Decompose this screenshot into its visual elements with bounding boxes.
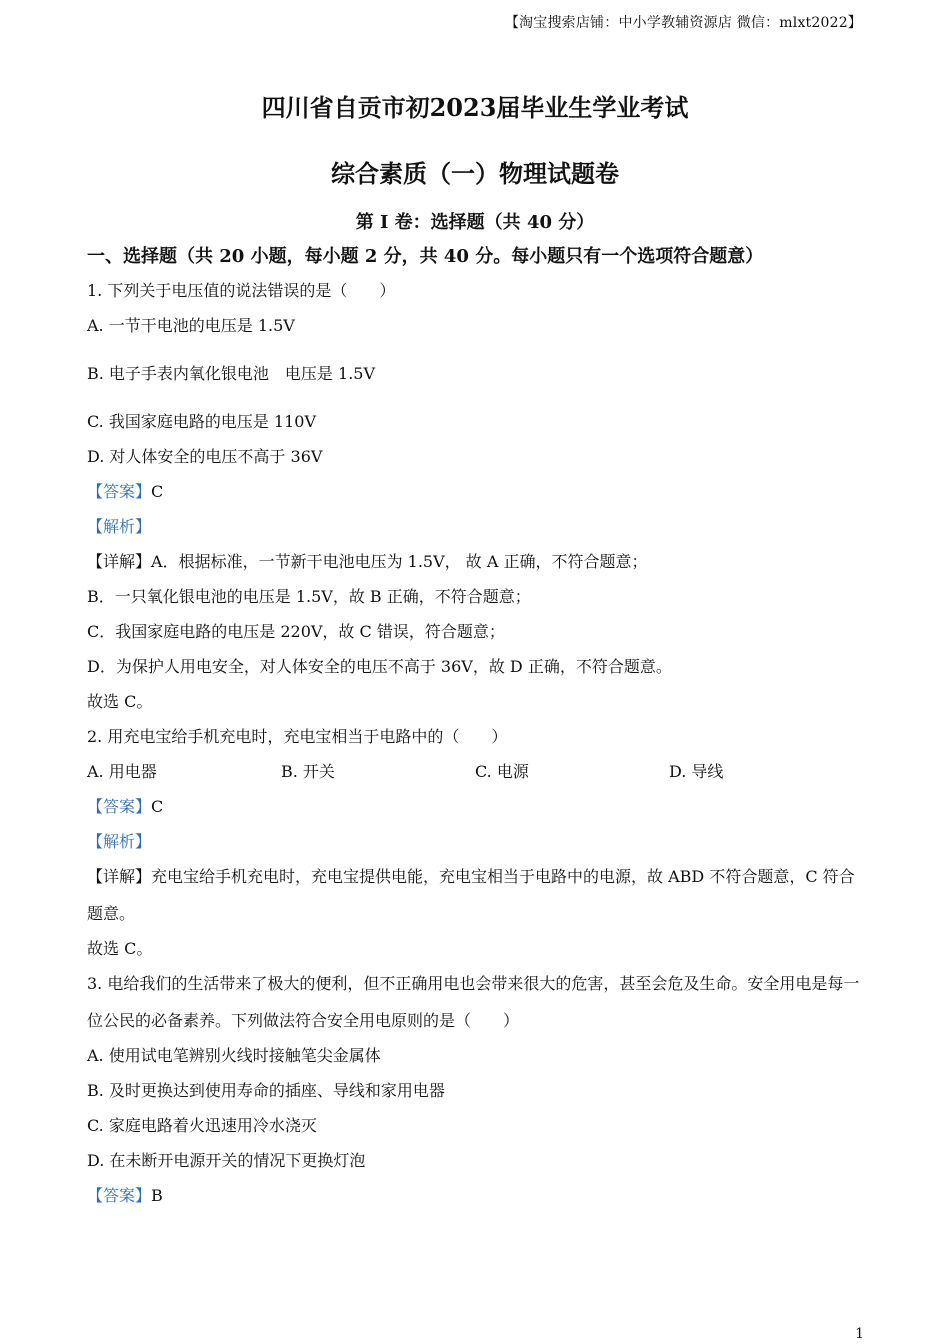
- question-3-option-b: B. 及时更换达到使用寿命的插座、导线和家用电器: [87, 1081, 445, 1100]
- question-1-detail-2: B．一只氧化银电池的电压是 1.5V，故 B 正确，不符合题意；: [87, 587, 531, 606]
- question-2-analysis-tag: 【解析】: [87, 832, 152, 851]
- question-3-answer: [87, 1185, 867, 1220]
- question-1-answer: [87, 481, 867, 516]
- question-2-option-a: A. 用电器: [87, 762, 157, 781]
- answer-value: C: [151, 797, 164, 816]
- question-1-detail-3: C．我国家庭电路的电压是 220V，故 C 错误，符合题意；: [87, 622, 505, 641]
- question-2-option-c: C. 电源: [475, 762, 529, 781]
- header-note: 【淘宝搜索店铺：中小学教辅资源店 微信：mlxt2022】: [504, 15, 862, 31]
- question-2-option-b: B. 开关: [281, 762, 335, 781]
- question-2-detail: [87, 858, 867, 932]
- answer-value: B: [151, 1186, 163, 1205]
- question-1-option-b: B. 电子手表内氧化银电池 电压是 1.5V: [87, 364, 376, 383]
- question-3-option-d: D. 在未断开电源开关的情况下更换灯泡: [87, 1151, 366, 1170]
- question-1-option-a: A. 一节干电池的电压是 1.5V: [87, 316, 295, 335]
- question-2-option-d: D. 导线: [669, 762, 724, 781]
- exam-title: 四川省自贡市初2023届毕业生学业考试: [261, 93, 689, 122]
- question-1-stem: 1. 下列关于电压值的说法错误的是（ ）: [87, 281, 396, 300]
- question-3-stem: 3. 电给我们的生活带来了极大的便利，但不正确用电也会带来很大的危害，甚至会危及生命。安全用电是每一位公民的必备素养。下列做法符合安全用电原则的是（ ）: [87, 974, 860, 1030]
- question-2-options: [87, 761, 867, 796]
- question-2-stem: 2. 用充电宝给手机充电时，充电宝相当于电路中的（ ）: [87, 727, 508, 746]
- page-number: 1: [855, 1326, 864, 1342]
- section-heading: 一、选择题（共 20 小题，每小题 2 分，共 40 分。每小题只有一个选项符合题意）: [87, 246, 764, 267]
- answer-tag: 【答案】: [87, 797, 152, 816]
- question-1-option-c: C. 我国家庭电路的电压是 110V: [87, 412, 317, 431]
- answer-tag: 【答案】: [87, 1186, 152, 1205]
- detail-text: 充电宝给手机充电时，充电宝提供电能，充电宝相当于电路中的电源，故 ABD 不符合题意，C 符合题意。: [87, 867, 855, 923]
- detail-tag: 【详解】: [87, 867, 152, 886]
- answer-value: C: [151, 482, 164, 501]
- question-1-conclusion: 故选 C。: [87, 692, 153, 711]
- exam-content: [87, 246, 867, 1220]
- detail-text: A．根据标准，一节新干电池电压为 1.5V， 故 A 正确，不符合题意；: [151, 552, 648, 571]
- question-1-detail-4: D．为保护人用电安全，对人体安全的电压不高于 36V，故 D 正确，不符合题意。: [87, 657, 672, 676]
- question-1-option-d: D. 对人体安全的电压不高于 36V: [87, 447, 323, 466]
- volume-title: 第 I 卷：选择题（共 40 分）: [355, 212, 595, 233]
- exam-subtitle: 综合素质（一）物理试题卷: [331, 159, 619, 188]
- question-3-option-c: C. 家庭电路着火迅速用冷水浇灭: [87, 1116, 317, 1135]
- question-1-detail-1: [87, 551, 867, 586]
- answer-tag: 【答案】: [87, 482, 152, 501]
- detail-tag: 【详解】: [87, 552, 152, 571]
- question-3-option-a: A. 使用试电笔辨别火线时接触笔尖金属体: [87, 1046, 381, 1065]
- question-2-answer: [87, 796, 867, 831]
- question-1-analysis-tag: 【解析】: [87, 517, 152, 536]
- question-2-conclusion: 故选 C。: [87, 939, 153, 958]
